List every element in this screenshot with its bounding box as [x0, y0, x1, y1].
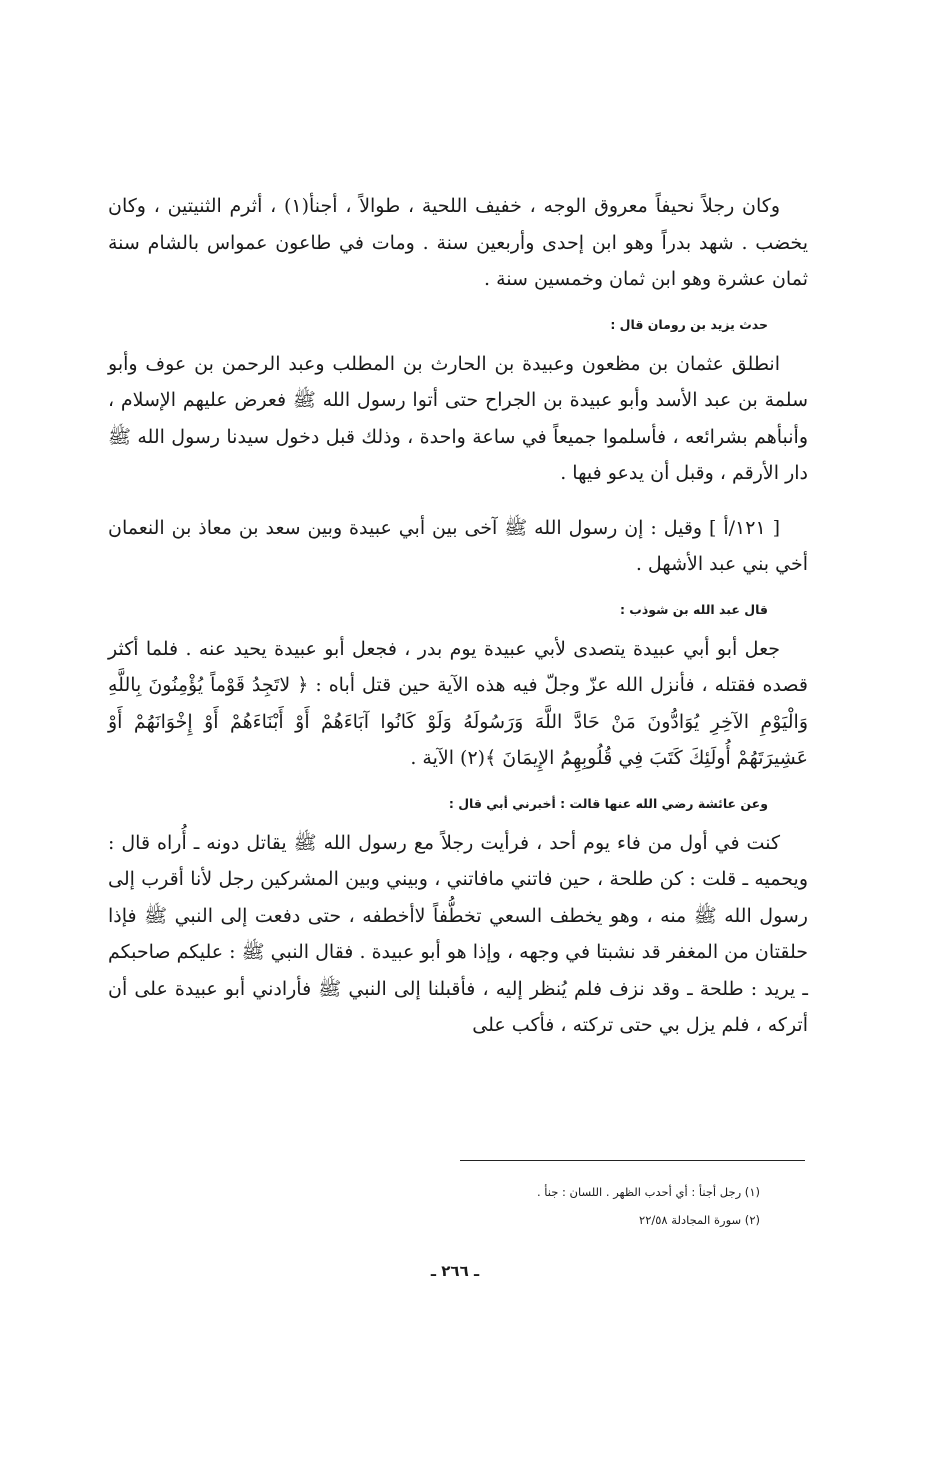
heading-aisha: وعن عائشة رضي الله عنها قالت : أخبرني أبي قال : — [448, 795, 768, 811]
paragraph-gap — [108, 492, 808, 510]
heading-yazid-ibn-ruman: حدث يزيد بن رومان قال : — [610, 316, 768, 332]
paragraph-4: جعل أبو أبي عبيدة يتصدى لأبي عبيدة يوم بدر ، فجعل أبو عبيدة يحيد عنه . فلما أكثر قصده فقتله ، فأنزل الله عزّ وجلّ فيه هذه الآية حين قتل أباه : ﴿ لاتَجِدُ قَوْماً يُؤْمِنُونَ بِاللَّهِ وَالْيَوْمِ الآخِرِ يُوَادُّونَ مَنْ حَادَّ اللَّهَ وَرَسُولَهُ وَلَوْ كَانُوا آبَاءَهُمْ أَوْ أَبْنَاءَهُمْ أَوْ إِخْوَانَهُمْ أَوْ عَشِيرَتَهُمْ أُولَئِكَ كَتَبَ فِي قُلُوبِهِمُ الإِيمَانَ ﴾(٢) الآية . — [108, 637, 808, 769]
paragraph-2: انطلق عثمان بن مظعون وعبيدة بن الحارث بن المطلب وعبد الرحمن بن عوف وأبو سلمة بن عبد الأسد وأبو عبيدة بن الجراح حتى أتوا رسول الله ﷺ فعرض عليهم الإسلام ، وأنبأهم بشرائعه ، فأسلموا جميعاً في ساعة واحدة ، وذلك قبل دخول سيدنا رسول الله ﷺ دار الأرقم ، وقبل أن يدعو فيها . — [108, 352, 808, 484]
heading-abdullah-ibn-shawdhab: قال عبد الله بن شوذب : — [619, 601, 768, 617]
paragraph-3: [ ١٢١/أ ] وقيل : إن رسول الله ﷺ آخى بين أبي عبيدة وبين سعد بن معاذ بن النعمان أخي بني عبد الأشهل . — [108, 516, 808, 575]
footnote-1: (١) رجل أجنأ : أي أحدب الظهر . اللسان : جنأ . — [536, 1185, 760, 1199]
page-number: ـ ٢٦٦ ـ — [430, 1262, 480, 1280]
footnotes — [430, 1178, 760, 1234]
footnote-divider — [460, 1160, 805, 1161]
paragraph-1: وكان رجلاً نحيفاً معروق الوجه ، خفيف اللحية ، طوالاً ، أجنأ(١) ، أثرم الثنيتين ، وكان يخضب . شهد بدراً وهو ابن إحدى وأربعين سنة . ومات في طاعون عمواس بالشام سنة ثمان عشرة وهو ابن ثمان وخمسين سنة . — [108, 195, 808, 290]
paragraph-5: كنت في أول من فاء يوم أحد ، فرأيت رجلاً مع رسول الله ﷺ يقاتل دونه ـ أُراه قال : ويحميه ـ قلت : كن طلحة ، حين فاتني مافاتني ، وبيني وبين المشركين رجل لأنا أقرب إلى رسول الله ﷺ منه ، وهو يخطف السعي تخطُّفاً لاأخطفه ، حتى دفعت إلى النبي ﷺ فإذا حلقتان من المغفر قد نشبتا في وجهه ، وإذا هو أبو عبيدة . فقال النبي ﷺ : عليكم صاحبكم ـ يريد : طلحة ـ وقد نزف فلم يُنظر إليه ، فأقبلنا إلى النبي ﷺ فأرادني أبو عبيدة على أن أتركه ، فلم يزل بي حتى تركته ، فأكب على — [108, 831, 808, 1036]
page-body — [108, 188, 808, 1044]
footnote-2: (٢) سورة المجادلة ٢٢/٥٨ — [639, 1213, 760, 1227]
